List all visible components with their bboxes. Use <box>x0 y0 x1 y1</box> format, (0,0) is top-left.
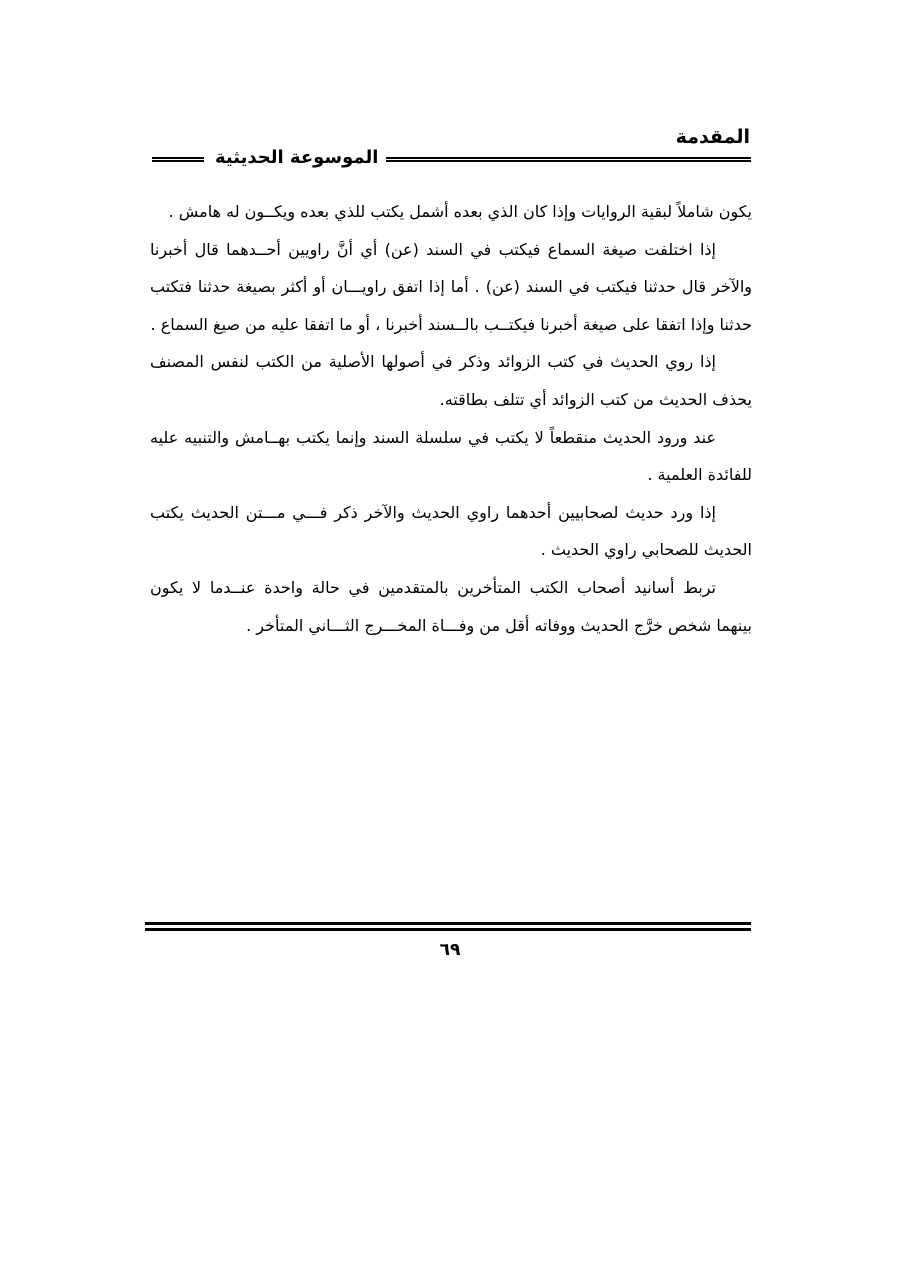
paragraph: تربط أسانيد أصحاب الكتب المتأخرين بالمتقدمين في حالة واحدة عنــدما لا يكون بينهما شخص خرَّج الحديث ووفاته أقل من وفـــاة المخـــرج الثـــاني المتأخر . <box>150 577 752 635</box>
section-heading: المقدمة <box>675 126 750 148</box>
header-rule-short <box>152 157 204 162</box>
body-text <box>150 193 752 644</box>
book-title: الموسوعة الحديثية <box>215 147 379 168</box>
header-rule-long <box>386 157 751 162</box>
paragraph: عند ورود الحديث منقطعاً لا يكتب في سلسلة السند وإنما يكتب بهــامش والتنبيه عليه للفائدة العلمية . <box>150 427 752 485</box>
paragraph: إذا اختلفت صيغة السماع فيكتب في السند (عن) أي أنَّ راويين أحــدهما قال أخبرنا والآخر قال حدثنا فيكتب في السند (عن) . أما إذا اتفق راويـــان أو أكثر بصيغة حدثنا فتكتب حدثنا وإذا اتفقا على صيغة أخبرنا فيكتــب بالــسند أخبرنا ، أو ما اتفقا عليه من صيغ السماع . <box>150 239 752 334</box>
paragraph: إذا روي الحديث في كتب الزوائد وذكر في أصولها الأصلية من الكتب لنفس المصنف يحذف الحديث من كتب الزوائد أي تتلف بطاقته. <box>150 352 752 409</box>
footer-rule-top <box>145 922 751 925</box>
footer-rule-bottom <box>145 928 751 931</box>
paragraph: يكون شاملاً لبقية الروايات وإذا كان الذي بعده أشمل يكتب للذي بعده ويكــون له هامش . <box>168 202 752 221</box>
page-number: ٦٩ <box>439 940 461 960</box>
paragraph: إذا ورد حديث لصحابيين أحدهما راوي الحديث والآخر ذكر فـــي مـــتن الحديث يكتب الحديث للصحابي راوي الحديث . <box>150 502 752 560</box>
